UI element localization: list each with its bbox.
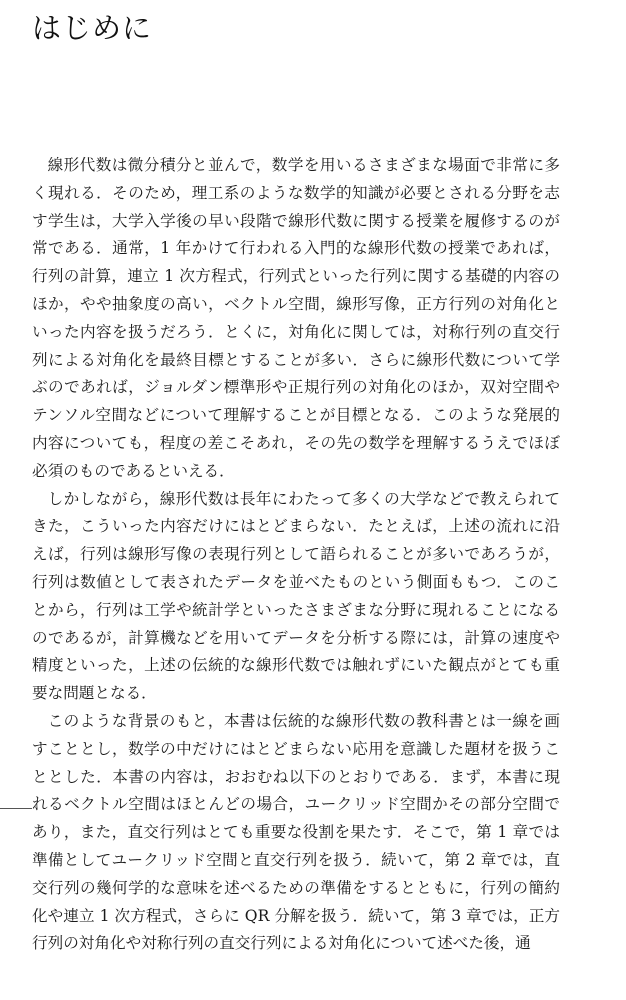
page-title: はじめに	[32, 11, 153, 45]
body-text	[32, 152, 560, 958]
paragraph-2: しかしながら，線形代数は長年にわたって多くの大学などで教えられてきた，こういった内容だけにはとどまらない．たとえば，上述の流れに沿えば，行列は線形写像の表現行列として語られることが多いであろうが，行列は数値として表されたデータを並べたものという側面ももつ．このことから，行列は工学や統計学といったさまざまな分野に現れることになるのであるが，計算機などを用いてデータを分析する際には，計算の速度や精度といった，上述の伝統的な線形代数では触れずにいた観点がとても重要な問題となる．	[32, 489, 560, 703]
margin-rule	[0, 808, 32, 809]
paragraph-3: このような背景のもと，本書は伝統的な線形代数の教科書とは一線を画すこととし，数学の中だけにはとどまらない応用を意識した題材を扱うこととした．本書の内容は，おおむね以下のとおりである．まず，本書に現れるベクトル空間はほとんどの場合，ユークリッド空間かその部分空間であり，また，直交行列はとても重要な役割を果たす．そこで，第 1 章では準備としてユークリッド空間と直交行列を扱う．続いて，第 2 章では，直交行列の幾何学的な意味を述べるための準備をするとともに，行列の簡約化や連立 1 次方程式，さらに QR 分解を扱う．続いて，第 3 章では，正方行列の対角化や対称行列の直交行列による対角化について述べた後，通	[32, 711, 560, 953]
paragraph-1: 線形代数は微分積分と並んで，数学を用いるさまざまな場面で非常に多く現れる．そのため，理工系のような数学的知識が必要とされる分野を志す学生は，大学入学後の早い段階で線形代数に関する授業を履修するのが常である．通常，1 年かけて行われる入門的な線形代数の授業であれば，行列の計算，連立 1 次方程式，行列式といった行列に関する基礎的内容のほか，やや抽象度の高い，ベクトル空間，線形写像，正方行列の対角化といった内容を扱うだろう．とくに，対角化に関しては，対称行列の直交行列による対角化を最終目標とすることが多い．さらに線形代数について学ぶのであれば，ジョルダン標準形や正規行列の対角化のほか，双対空間やテンソル空間などについて理解することが目標となる．このような発展的内容についても，程度の差こそあれ，その先の数学を理解するうえでほぼ必須のものであるといえる．	[32, 156, 560, 480]
